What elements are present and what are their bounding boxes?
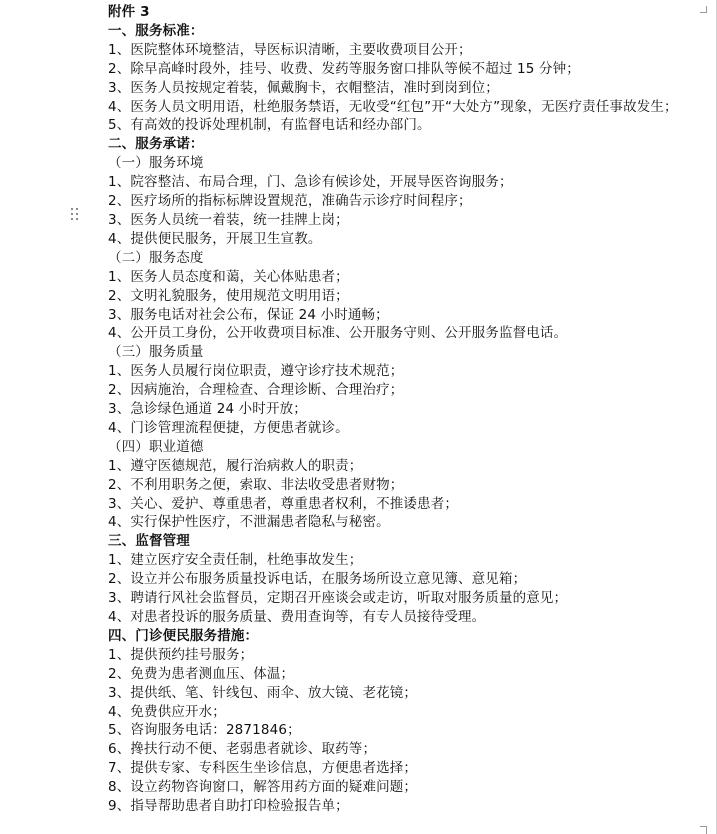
list-item: 4、医务人员文明用语，杜绝服务禁语，无收受“红包”开“大处方”现象，无医疗责任事故发生； [108, 98, 678, 115]
list-item: 1、提供预约挂号服务； [108, 646, 254, 663]
list-item: 3、聘请行风社会监督员，定期召开座谈会或走访，听取对服务质量的意见； [108, 590, 568, 607]
list-item: 1、医院整体环境整洁，导医标识清晰，主要收费项目公开； [108, 41, 472, 58]
section-heading: 三、监督管理 [108, 533, 190, 550]
table-move-handle-icon[interactable] [71, 208, 81, 224]
list-item: 9、指导帮助患者自助打印检验报告单； [108, 798, 349, 815]
list-item: 2、不利用职务之便，索取、非法收受患者财物； [108, 476, 404, 493]
section-heading: 一、服务标准： [108, 22, 204, 39]
list-item: 4、提供便民服务，开展卫生宣教。 [108, 230, 322, 247]
list-item: 2、文明礼貌服务，使用规范文明用语； [108, 287, 349, 304]
list-item: 7、提供专家、专科医生坐诊信息，方便患者选择； [108, 760, 418, 777]
list-item: 1、医务人员态度和蔼，关心体贴患者； [108, 268, 349, 285]
subsection-heading: （四）职业道德 [108, 438, 204, 455]
list-item: 3、急诊绿色通道 24 小时开放； [108, 401, 307, 418]
list-item: 1、遵守医德规范，履行治病救人的职责； [108, 457, 363, 474]
list-item: 1、医务人员履行岗位职责，遵守诊疗技术规范； [108, 363, 404, 380]
list-item: 1、院容整洁、布局合理，门、急诊有候诊处，开展导医咨询服务； [108, 174, 513, 191]
subsection-heading: （一）服务环境 [108, 155, 204, 172]
list-item: 1、建立医疗安全责任制，杜绝事故发生； [108, 552, 363, 569]
list-item: 8、设立药物咨询窗口，解答用药方面的疑难问题； [108, 779, 418, 796]
list-item: 3、服务电话对社会公布，保证 24 小时通畅； [108, 306, 389, 323]
list-item: 3、医务人员按规定着装，佩戴胸卡，衣帽整洁，准时到岗到位； [108, 79, 499, 96]
subsection-heading: （三）服务质量 [108, 344, 204, 361]
list-item: 4、实行保护性医疗，不泄漏患者隐私与秘密。 [108, 514, 390, 531]
list-item: 3、提供纸、笔、针线包、雨伞、放大镜、老花镜； [108, 684, 418, 701]
page-corner-mark [706, 826, 707, 834]
list-item: 2、医疗场所的指标标牌设置规范，准确告示诊疗时间程序； [108, 193, 472, 210]
list-item: 2、设立并公布服务质量投诉电话，在服务场所设立意见簿、意见箱； [108, 571, 527, 588]
list-item: 2、除早高峰时段外，挂号、收费、发药等服务窗口排队等候不超过 15 分钟； [108, 60, 580, 77]
list-item: 3、医务人员统一着装，统一挂牌上岗； [108, 211, 349, 228]
list-item: 4、门诊管理流程便捷，方便患者就诊。 [108, 419, 349, 436]
list-item: 3、关心、爱护、尊重患者，尊重患者权利，不推诿患者； [108, 495, 458, 512]
section-heading: 四、门诊便民服务措施： [108, 627, 259, 644]
section-heading: 二、服务承诺： [108, 136, 204, 153]
list-item: 5、咨询服务电话：2871846； [108, 722, 301, 739]
subsection-heading: （二）服务态度 [108, 249, 204, 266]
document-title: 附件 3 [108, 4, 150, 20]
list-item: 4、免费供应开水； [108, 703, 226, 720]
list-item: 4、对患者投诉的服务质量、费用查询等，有专人员接待受理。 [108, 609, 486, 625]
document-body[interactable] [108, 3, 708, 816]
list-item: 4、公开员工身份，公开收费项目标准、公开服务守则、公开服务监督电话。 [108, 325, 568, 342]
list-item: 5、有高效的投诉处理机制，有监督电话和经办部门。 [108, 117, 431, 134]
page-corner-mark [700, 826, 707, 827]
list-item: 2、因病施治，合理检查、合理诊断、合理治疗； [108, 382, 404, 399]
list-item: 2、免费为患者测血压、体温； [108, 665, 295, 682]
list-item: 6、搀扶行动不便、老弱患者就诊、取药等； [108, 741, 377, 758]
